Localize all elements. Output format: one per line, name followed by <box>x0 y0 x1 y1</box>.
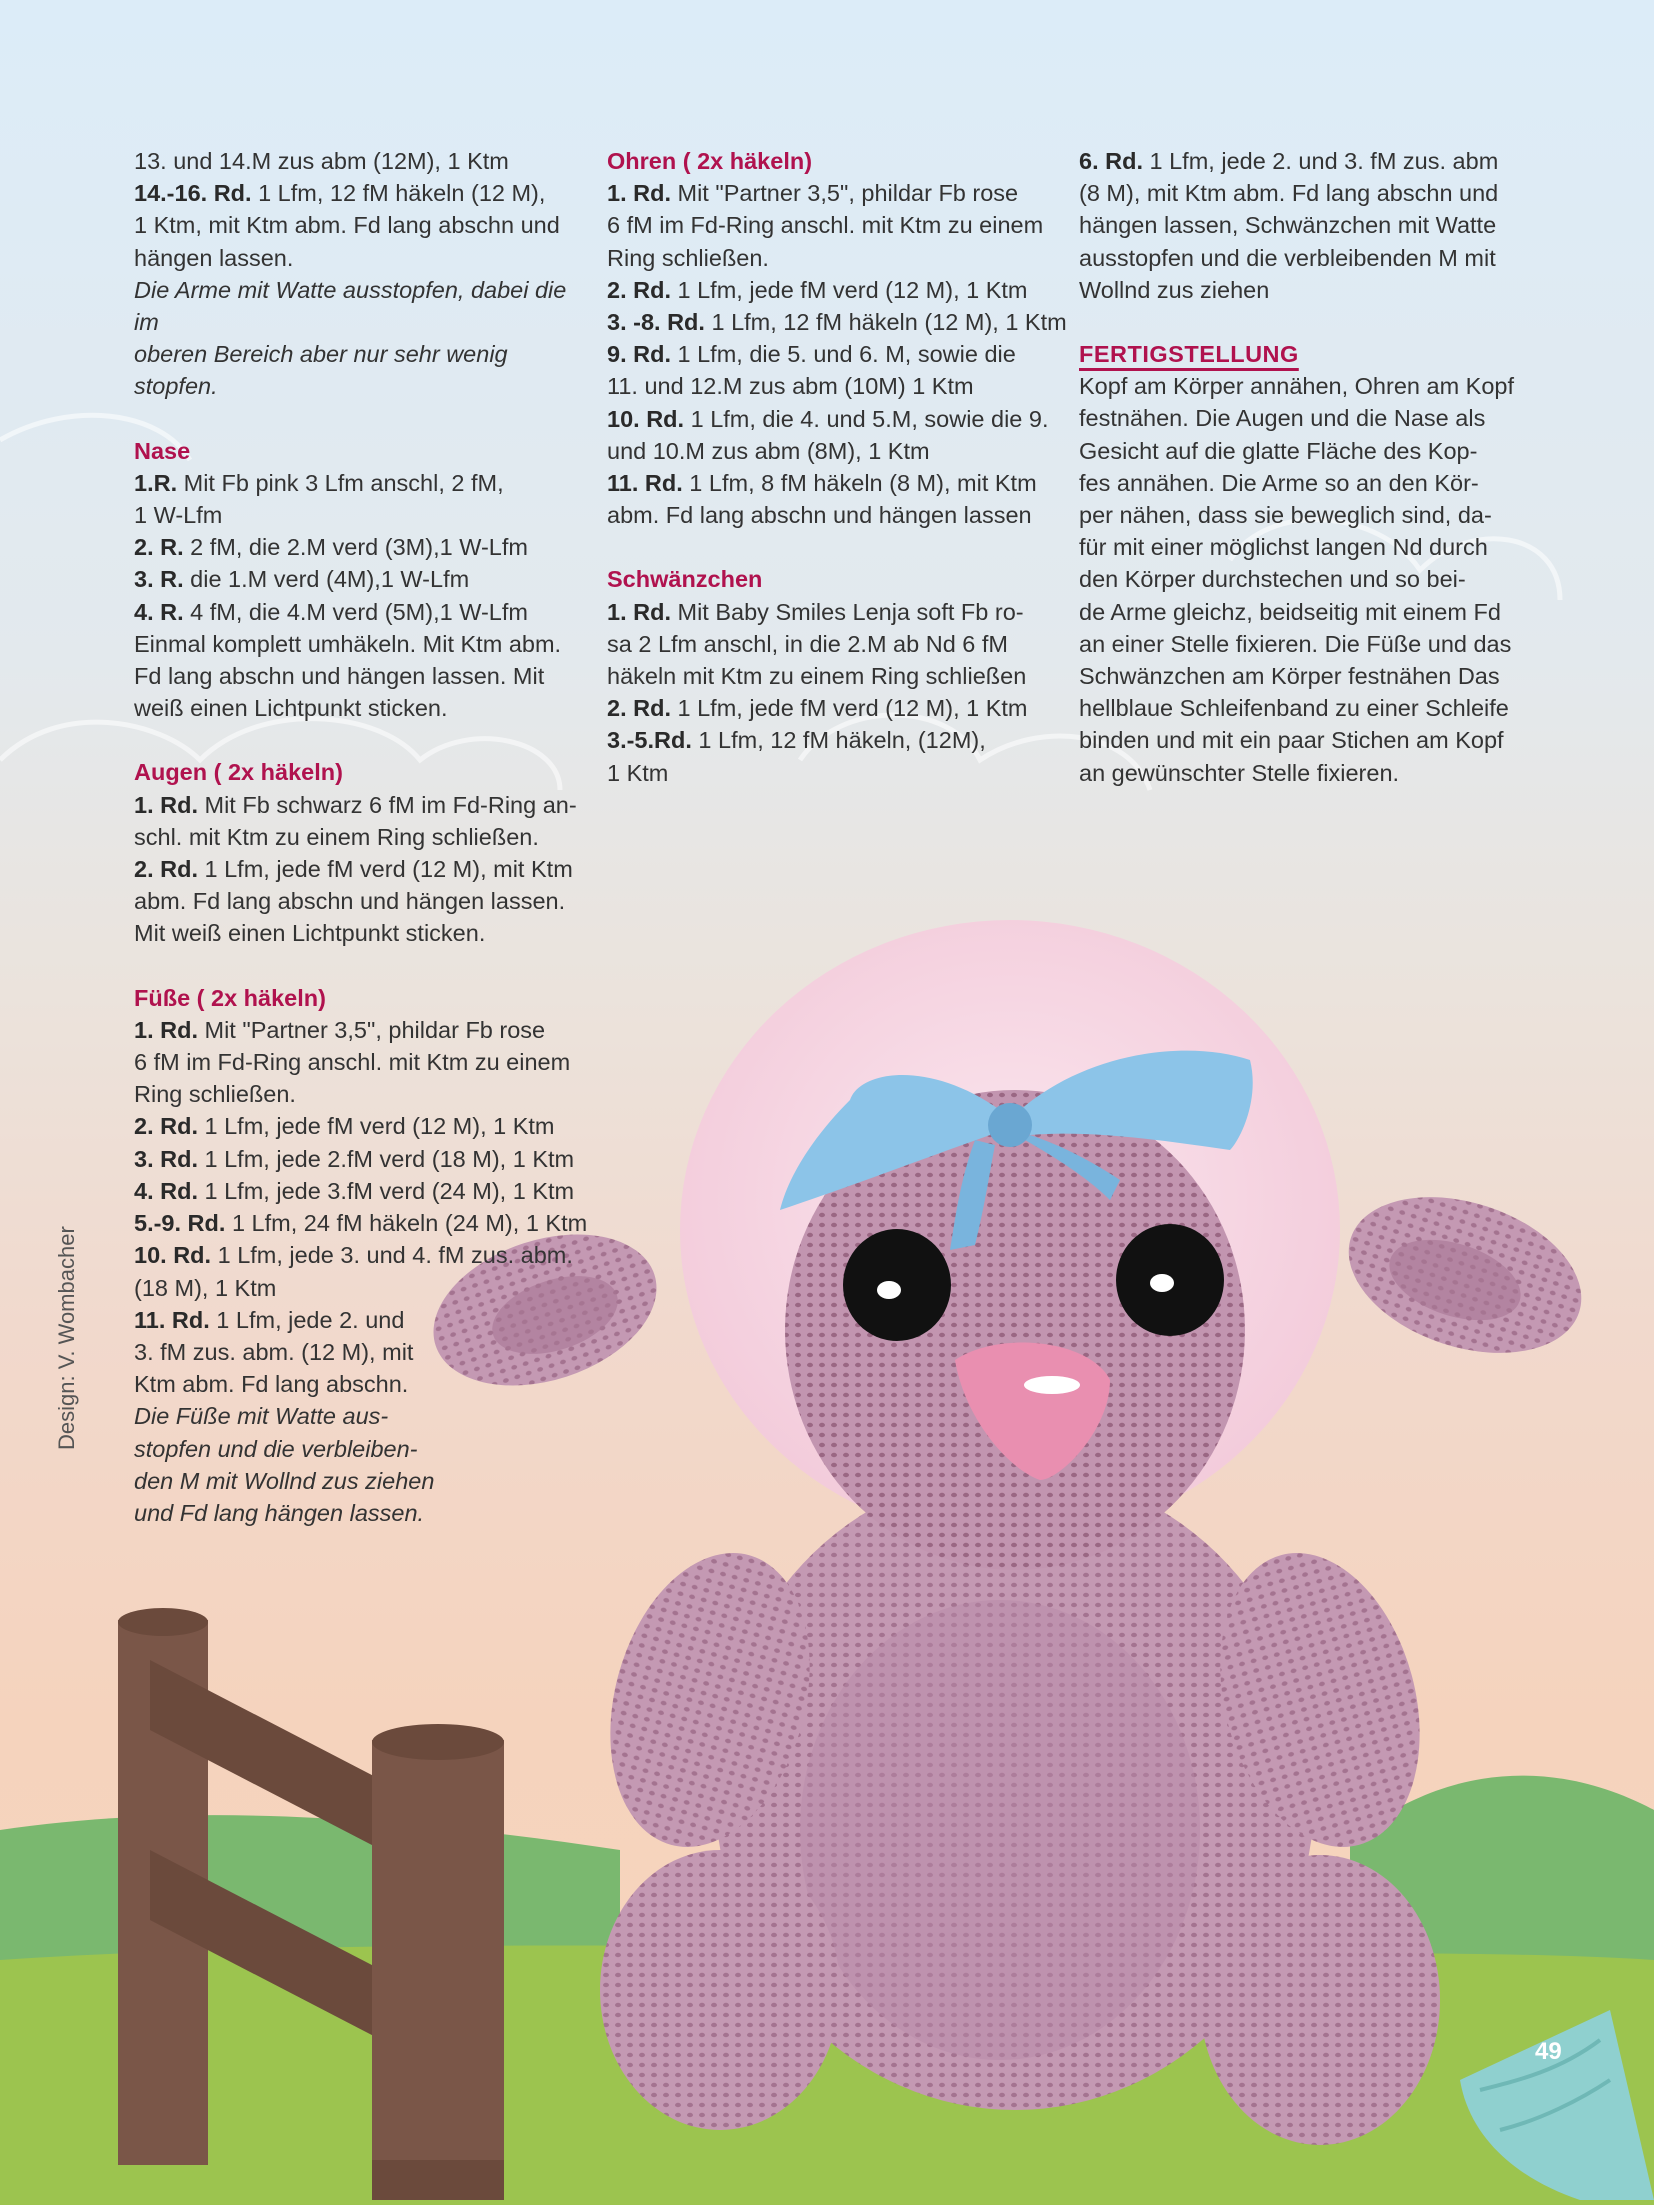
text-line: ausstopfen und die verbleibenden M mit <box>1079 244 1496 271</box>
text-line: Ktm abm. Fd lang abschn. <box>134 1371 409 1398</box>
section-augen <box>134 756 594 949</box>
section-heading: Augen ( 2x häkeln) <box>134 759 343 786</box>
row-instruction: 3.-5.Rd. 1 Lfm, 12 fM häkeln, (12M), <box>607 727 986 754</box>
text-line: weiß einen Lichtpunkt sticken. <box>134 695 448 722</box>
section-heading: Ohren ( 2x häkeln) <box>607 148 813 174</box>
text-line: für mit einer möglichst langen Nd durch <box>1079 534 1488 561</box>
row-instruction: 1. Rd. Mit "Partner 3,5", phildar Fb rose <box>134 1016 546 1043</box>
row-instruction: 11. Rd. 1 Lfm, 8 fM häkeln (8 M), mit Ktm <box>607 470 1037 497</box>
section-fuesse <box>134 982 594 1529</box>
text-line: 11. und 12.M zus abm (10M) 1 Ktm <box>607 373 974 400</box>
text-line: Wollnd zus ziehen <box>1079 276 1270 303</box>
text-line: Ring schließen. <box>134 1081 296 1108</box>
text-line: hängen lassen. <box>134 244 294 271</box>
text-line: binden und mit ein paar Stichen am Kopf <box>1079 727 1504 754</box>
text-line: Mit weiß einen Lichtpunkt sticken. <box>134 920 486 947</box>
italic-note: den M mit Wollnd zus ziehen <box>134 1467 435 1494</box>
text-line: hellblaue Schleifenband zu einer Schleife <box>1079 695 1509 722</box>
section-heading: Schwänzchen <box>607 566 763 593</box>
italic-note: Die Arme mit Watte ausstopfen, dabei die im <box>134 276 567 336</box>
column-2 <box>607 145 1067 789</box>
row-instruction: 4. Rd. 1 Lfm, jede 3.fM verd (24 M), 1 Ktm <box>134 1177 575 1204</box>
row-instruction: 2. Rd. 1 Lfm, jede fM verd (12 M), 1 Ktm <box>607 695 1028 722</box>
row-instruction: 9. Rd. 1 Lfm, die 5. und 6. M, sowie die <box>607 341 1016 368</box>
row-instruction: 2. Rd. 1 Lfm, jede fM verd (12 M), mit Ktm <box>134 856 573 883</box>
text-line: Schwänzchen am Körper festnähen Das <box>1079 663 1500 690</box>
text-line: de Arme gleichz, beidseitig mit einem Fd <box>1079 598 1501 625</box>
text-line: Fd lang abschn und hängen lassen. Mit <box>134 663 545 690</box>
row-instruction: 4. R. 4 fM, die 4.M verd (5M),1 W-Lfm <box>134 598 528 625</box>
text-line: Ring schließen. <box>607 244 769 271</box>
section-fertigstellung <box>1079 338 1539 789</box>
text-line: per nähen, dass sie beweglich sind, da- <box>1079 502 1492 529</box>
text-line: abm. Fd lang abschn und hängen lassen. <box>134 888 566 915</box>
text-line: 1 Ktm, mit Ktm abm. Fd lang abschn und <box>134 212 560 239</box>
column-3 <box>1079 145 1539 789</box>
text-line: sa 2 Lfm anschl, in die 2.M ab Nd 6 fM <box>607 630 1008 657</box>
row-instruction: 2. R. 2 fM, die 2.M verd (3M),1 W-Lfm <box>134 534 528 561</box>
arms-instructions-end <box>134 145 594 403</box>
text-line: fes annähen. Die Arme so an den Kör- <box>1079 469 1479 496</box>
row-instruction: 6. Rd. 1 Lfm, jede 2. und 3. fM zus. abm <box>1079 148 1499 174</box>
text-line: festnähen. Die Augen und die Nase als <box>1079 405 1486 432</box>
row-instruction: 3. Rd. 1 Lfm, jede 2.fM verd (18 M), 1 Ktm <box>134 1145 575 1172</box>
text-line: Kopf am Körper annähen, Ohren am Kopf <box>1079 373 1515 400</box>
row-instruction: 1.R. Mit Fb pink 3 Lfm anschl, 2 fM, <box>134 469 504 496</box>
section-schwaenzchen <box>607 563 1067 788</box>
text-line: abm. Fd lang abschn und hängen lassen <box>607 502 1032 529</box>
text-line: (8 M), mit Ktm abm. Fd lang abschn und <box>1079 180 1499 207</box>
row-instruction: 2. Rd. 1 Lfm, jede fM verd (12 M), 1 Ktm <box>607 276 1028 303</box>
text-line: den Körper durchstechen und so bei- <box>1079 566 1466 593</box>
text-line: 1 Ktm <box>607 759 669 786</box>
text-line: Gesicht auf die glatte Fläche des Kop- <box>1079 437 1478 464</box>
row-instruction: 2. Rd. 1 Lfm, jede fM verd (12 M), 1 Ktm <box>134 1113 555 1140</box>
italic-note: und Fd lang hängen lassen. <box>134 1499 425 1526</box>
italic-note: stopfen und die verbleiben- <box>134 1435 418 1462</box>
row-instruction: 11. Rd. 1 Lfm, jede 2. und <box>134 1306 405 1333</box>
section-ohren <box>607 145 1067 531</box>
text-line: 1 W-Lfm <box>134 502 223 529</box>
italic-note: oberen Bereich aber nur sehr wenig stopfen. <box>134 341 508 400</box>
text-line: 13. und 14.M zus abm (12M), 1 Ktm <box>134 148 509 174</box>
page-number: 49 <box>1535 2038 1562 2065</box>
row-instruction: 1. Rd. Mit Fb schwarz 6 fM im Fd-Ring an- <box>134 791 577 818</box>
text-line: an einer Stelle fixieren. Die Füße und das <box>1079 630 1512 657</box>
column-1 <box>134 145 594 1529</box>
text-line: 3. fM zus. abm. (12 M), mit <box>134 1338 414 1365</box>
text-line: Einmal komplett umhäkeln. Mit Ktm abm. <box>134 630 562 657</box>
text-line: an gewünschter Stelle fixieren. <box>1079 759 1400 786</box>
text-line: (18 M), 1 Ktm <box>134 1274 277 1301</box>
text-line: und 10.M zus abm (8M), 1 Ktm <box>607 437 930 464</box>
text-line: 6 fM im Fd-Ring anschl. mit Ktm zu einem <box>607 212 1044 239</box>
row-instruction: 1. Rd. Mit "Partner 3,5", phildar Fb rose <box>607 180 1019 207</box>
row-instruction: 10. Rd. 1 Lfm, jede 3. und 4. fM zus. abm. <box>134 1242 573 1269</box>
row-instruction: 5.-9. Rd. 1 Lfm, 24 fM häkeln (24 M), 1 Ktm <box>134 1210 588 1237</box>
italic-note: Die Füße mit Watte aus- <box>134 1403 389 1430</box>
row-instruction: 3. -8. Rd. 1 Lfm, 12 fM häkeln (12 M), 1 Ktm <box>607 309 1067 336</box>
row-instruction: 3. R. die 1.M verd (4M),1 W-Lfm <box>134 566 470 593</box>
schwaenzchen-end <box>1079 145 1539 306</box>
row-instruction: 10. Rd. 1 Lfm, die 4. und 5.M, sowie die 9. <box>607 405 1049 432</box>
section-heading: FERTIGSTELLUNG <box>1079 341 1299 368</box>
section-heading: Füße ( 2x häkeln) <box>134 984 326 1011</box>
text-line: hängen lassen, Schwänzchen mit Watte <box>1079 212 1497 239</box>
text-line: häkeln mit Ktm zu einem Ring schließen <box>607 663 1027 690</box>
row-instruction: 14.-16. Rd. 1 Lfm, 12 fM häkeln (12 M), <box>134 180 546 207</box>
text-line: schl. mit Ktm zu einem Ring schließen. <box>134 823 539 850</box>
section-heading: Nase <box>134 437 191 464</box>
section-nase <box>134 435 594 725</box>
text-line: 6 fM im Fd-Ring anschl. mit Ktm zu einem <box>134 1049 571 1076</box>
row-instruction: 1. Rd. Mit Baby Smiles Lenja soft Fb ro- <box>607 598 1024 625</box>
design-credit: Design: V. Wombacher <box>54 1226 79 1450</box>
